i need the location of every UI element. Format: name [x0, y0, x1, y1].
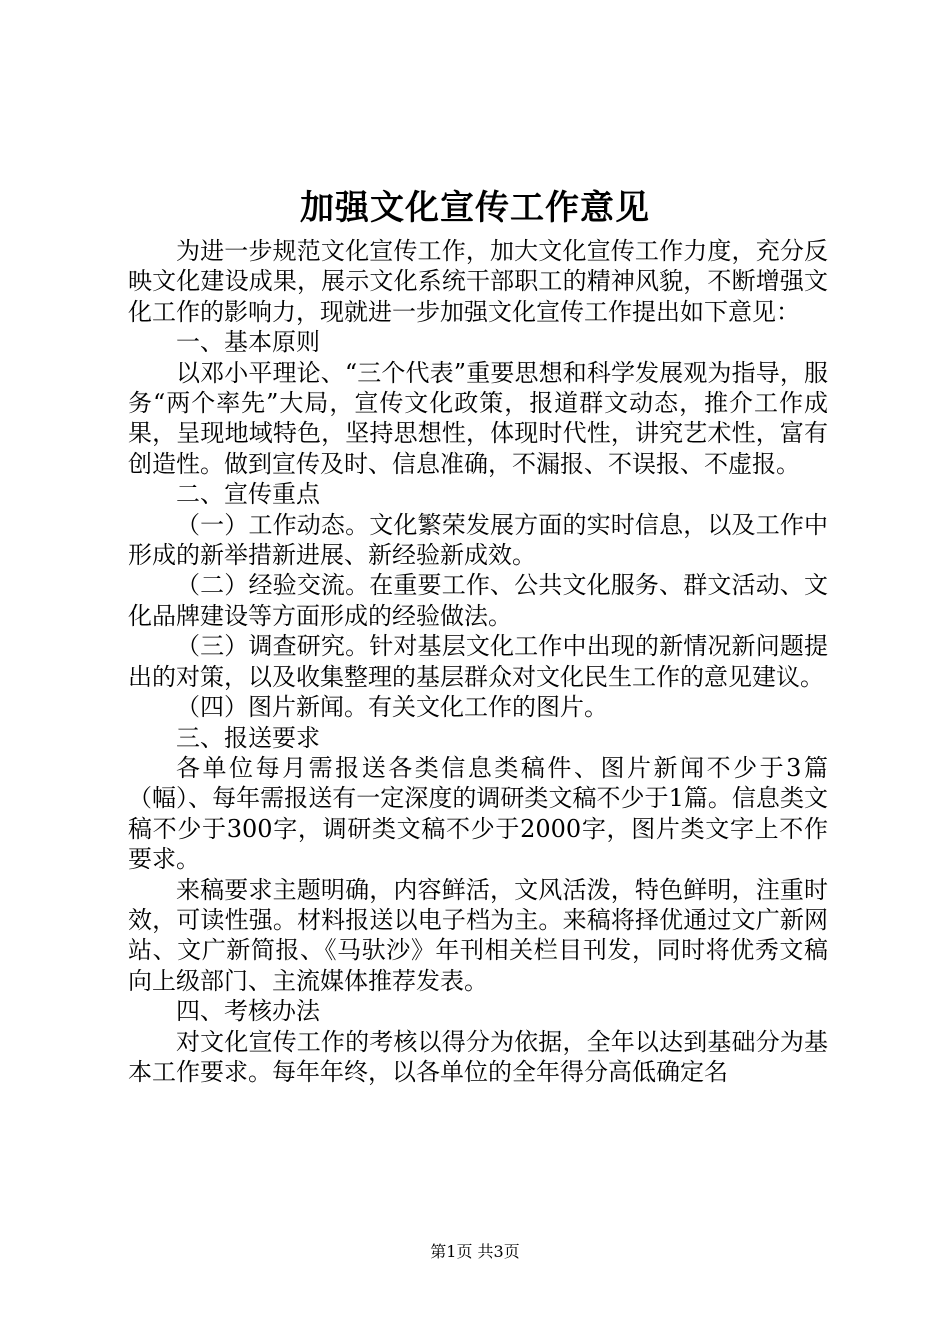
- paragraph-focus-2: （二）经验交流。在重要工作、公共文化服务、群文活动、文化品牌建设等方面形成的经验做法。: [128, 571, 828, 630]
- section-heading-focus: 二、宣传重点: [176, 480, 320, 509]
- paragraph-principles: 以邓小平理论、“三个代表”重要思想和科学发展观为指导，服务“两个率先”大局，宣传文化政策，报道群文动态，推介工作成果，呈现地域特色，坚持思想性，体现时代性，讲究艺术性，富有创造性。做到宣传及时、信息准确，不漏报、不误报、不虚报。: [128, 358, 828, 478]
- paragraph-focus-4: （四）图片新闻。有关文化工作的图片。: [176, 693, 608, 722]
- paragraph-assessment: 对文化宣传工作的考核以得分为依据，全年以达到基础分为基本工作要求。每年年终，以各单位的全年得分高低确定名: [128, 1027, 828, 1086]
- paragraph-requirements-1: 各单位每月需报送各类信息类稿件、图片新闻不少于3篇（幅）、每年需报送有一定深度的调研类文稿不少于1篇。信息类文稿不少于300字，调研类文稿不少于2000字，图片类文字上不作要求。: [128, 753, 828, 874]
- paragraph-requirements-2: 来稿要求主题明确，内容鲜活，文风活泼，特色鲜明，注重时效，可读性强。材料报送以电子档为主。来稿将择优通过文广新网站、文广新简报、《马驮沙》年刊相关栏目刊发，同时将优秀文稿向上级部门、主流媒体推荐发表。: [128, 875, 828, 995]
- section-heading-principles: 一、基本原则: [176, 328, 320, 357]
- paragraph-focus-3: （三）调查研究。针对基层文化工作中出现的新情况新问题提出的对策，以及收集整理的基层群众对文化民生工作的意见建议。: [128, 632, 828, 691]
- paragraph-focus-1: （一）工作动态。文化繁荣发展方面的实时信息，以及工作中形成的新举措新进展、新经验新成效。: [128, 510, 828, 570]
- section-heading-assessment: 四、考核办法: [176, 997, 320, 1026]
- page-footer: 第1页 共3页: [430, 1242, 520, 1261]
- paragraph-intro: 为进一步规范文化宣传工作，加大文化宣传工作力度，充分反映文化建设成果，展示文化系统干部职工的精神风貌，不断增强文化工作的影响力，现就进一步加强文化宣传工作提出如下意见：: [128, 237, 828, 326]
- document-body: [128, 236, 828, 1087]
- section-heading-requirements: 三、报送要求: [176, 723, 320, 752]
- document-title: 加强文化宣传工作意见: [300, 188, 650, 228]
